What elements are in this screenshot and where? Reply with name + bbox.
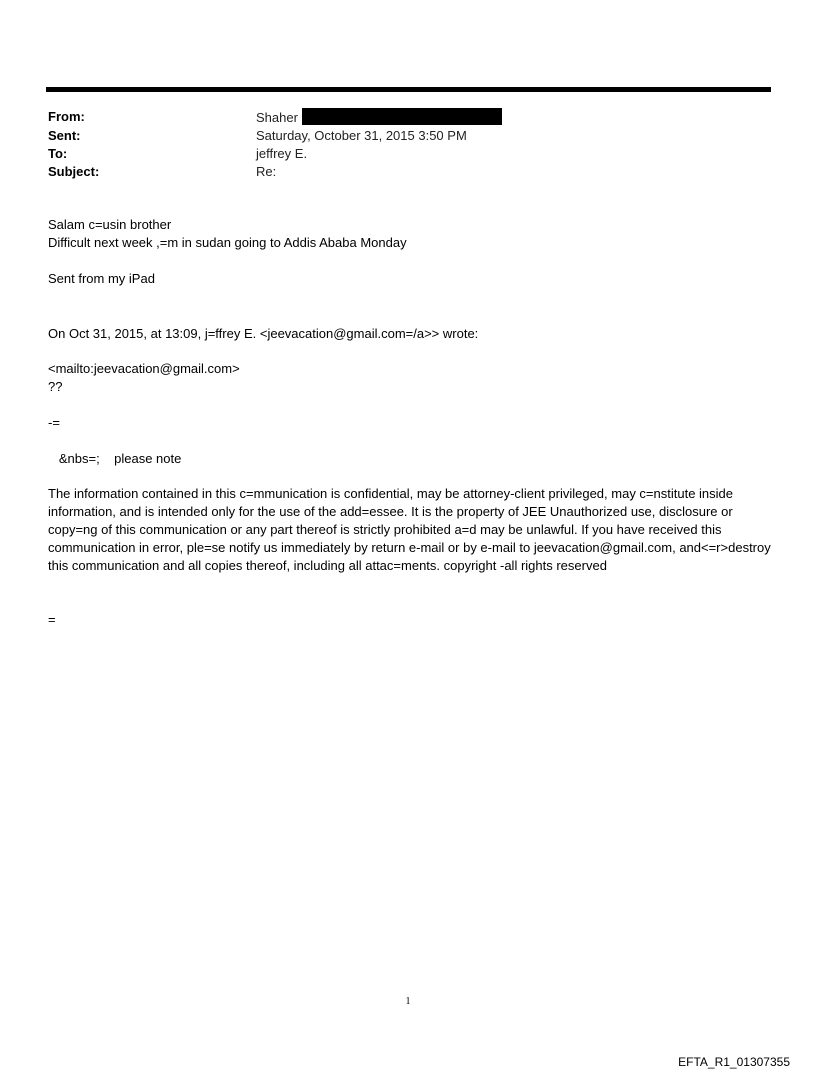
page-number: 1 bbox=[405, 996, 411, 1007]
sent-label: Sent: bbox=[48, 128, 81, 143]
note-line: &nbs=; please note bbox=[48, 451, 182, 466]
equals-line: = bbox=[48, 612, 56, 627]
subject-value: Re: bbox=[256, 164, 277, 179]
mailto-line: <mailto:jeevacation@gmail.com> bbox=[48, 361, 240, 376]
sent-row bbox=[48, 127, 502, 145]
quote-intro-block bbox=[48, 325, 773, 343]
sent-value: Saturday, October 31, 2015 3:50 PM bbox=[256, 128, 467, 143]
question-marks-line: ?? bbox=[48, 379, 63, 394]
email-header bbox=[48, 108, 502, 181]
from-value bbox=[256, 108, 502, 127]
to-value: jeffrey E. bbox=[256, 146, 308, 161]
dash-line: -= bbox=[48, 415, 60, 430]
to-row bbox=[48, 145, 502, 163]
header-rule bbox=[46, 87, 771, 92]
disclaimer-block bbox=[48, 485, 773, 575]
to-label: To: bbox=[48, 146, 68, 161]
mailto-block bbox=[48, 360, 773, 396]
message-line: Difficult next week ,=m in sudan going to Addis Ababa Monday bbox=[48, 235, 407, 250]
quote-intro-line: On Oct 31, 2015, at 13:09, j=ffrey E. <jeevacation@gmail.com=/a>> wrote: bbox=[48, 326, 479, 341]
signature-block bbox=[48, 270, 773, 288]
signature-line: Sent from my iPad bbox=[48, 271, 155, 286]
subject-label: Subject: bbox=[48, 164, 100, 179]
greeting-line: Salam c=usin brother bbox=[48, 217, 172, 232]
subject-row bbox=[48, 163, 502, 181]
from-label: From: bbox=[48, 109, 85, 124]
redaction-box bbox=[302, 108, 502, 125]
equals-block bbox=[48, 611, 773, 629]
disclaimer-paragraph: The information contained in this c=mmunication is confidential, may be attorney-client privileged, may c=nstitute inside information, and is intended only for the use of the add=essee. It is the property of JEE Unauthorized use, disclosure or copy=ng of this communication or any part thereof is strictly prohibited a=d may be unlawful. If you have received this communication in error, ple=se notify us immediately by return e-mail or by e-mail to jeevacation@gmail.com, and<=r>destroy this communication and all copies thereof, including all attac=ments. copyright -all rights reserved bbox=[48, 486, 771, 573]
from-row bbox=[48, 108, 502, 127]
document-id: EFTA_R1_01307355 bbox=[678, 1055, 790, 1069]
message-body bbox=[48, 216, 773, 252]
from-name: Shaher bbox=[256, 110, 298, 125]
note-block bbox=[48, 450, 773, 468]
dash-block bbox=[48, 414, 773, 432]
